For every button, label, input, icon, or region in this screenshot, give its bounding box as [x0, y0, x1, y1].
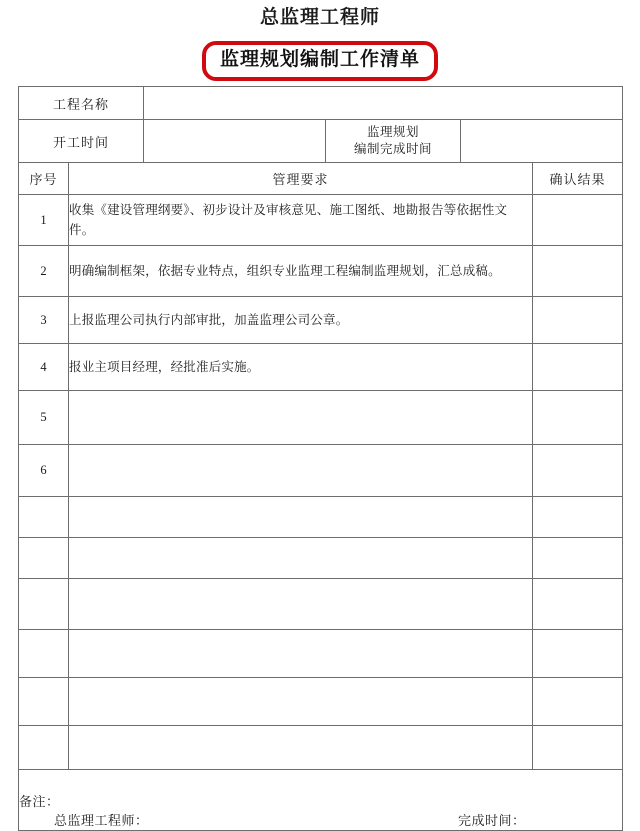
cell-requirement[interactable] — [69, 391, 533, 445]
cell-result[interactable] — [533, 297, 623, 344]
cell-requirement[interactable] — [69, 497, 533, 538]
project-name-value[interactable] — [144, 87, 623, 120]
cell-result[interactable] — [533, 630, 623, 678]
table-row — [19, 497, 623, 538]
cell-requirement[interactable] — [69, 538, 533, 579]
cell-index — [19, 630, 69, 678]
table-row — [19, 678, 623, 726]
table-row — [19, 445, 623, 497]
cell-requirement[interactable]: 上报监理公司执行内部审批，加盖监理公司公章。 — [69, 297, 533, 344]
page-title: 总监理工程师 — [259, 7, 380, 28]
cell-result[interactable] — [533, 391, 623, 445]
cell-result[interactable] — [533, 246, 623, 297]
subtitle-highlight-box — [202, 41, 438, 81]
cell-index: 4 — [19, 344, 69, 391]
subtitle-container — [0, 41, 640, 81]
column-header-result: 确认结果 — [533, 163, 623, 195]
cell-result[interactable] — [533, 726, 623, 770]
cell-result[interactable] — [533, 579, 623, 630]
table-row — [19, 297, 623, 344]
cell-result[interactable] — [533, 195, 623, 246]
project-name-label: 工程名称 — [19, 87, 144, 120]
cell-result[interactable] — [533, 497, 623, 538]
cell-index — [19, 538, 69, 579]
row-start-time — [19, 120, 623, 163]
checklist-table — [18, 86, 623, 831]
table-row — [19, 538, 623, 579]
cell-requirement[interactable] — [69, 678, 533, 726]
start-time-value[interactable] — [144, 120, 326, 163]
completion-date-field[interactable] — [458, 810, 526, 829]
column-header-index: 序号 — [19, 163, 69, 195]
cell-requirement[interactable] — [69, 630, 533, 678]
row-project-name — [19, 87, 623, 120]
cell-requirement[interactable]: 收集《建设管理纲要》、初步设计及审核意见、施工图纸、地勘报告等依据性文件。 — [69, 195, 533, 246]
completion-date-label: 完成时间： — [458, 813, 526, 828]
plan-time-label — [326, 120, 461, 163]
subtitle-text: 监理规划编制工作清单 — [219, 49, 420, 70]
plan-time-label-line1: 监理规划 — [367, 125, 420, 139]
cell-index: 6 — [19, 445, 69, 497]
plan-time-value[interactable] — [461, 120, 623, 163]
cell-result[interactable] — [533, 538, 623, 579]
cell-requirement[interactable]: 明确编制框架，依据专业特点，组织专业监理工程编制监理规划，汇总成稿。 — [69, 246, 533, 297]
cell-result[interactable] — [533, 344, 623, 391]
table-row — [19, 246, 623, 297]
cell-index: 2 — [19, 246, 69, 297]
cell-index: 3 — [19, 297, 69, 344]
column-header-requirement: 管理要求 — [69, 163, 533, 195]
table-row — [19, 391, 623, 445]
remark-label: 备注： — [19, 793, 60, 809]
cell-index — [19, 726, 69, 770]
cell-requirement[interactable]: 报业主项目经理，经批准后实施。 — [69, 344, 533, 391]
start-time-label: 开工时间 — [19, 120, 144, 163]
cell-index — [19, 579, 69, 630]
cell-result[interactable] — [533, 445, 623, 497]
table-row — [19, 579, 623, 630]
table-row — [19, 726, 623, 770]
cell-index — [19, 678, 69, 726]
table-row — [19, 344, 623, 391]
cell-index — [19, 497, 69, 538]
plan-time-label-line2: 编制完成时间 — [354, 142, 433, 156]
table-header-row — [19, 163, 623, 195]
cell-requirement[interactable] — [69, 445, 533, 497]
chief-engineer-signature[interactable] — [54, 810, 149, 829]
cell-result[interactable] — [533, 678, 623, 726]
table-row — [19, 195, 623, 246]
cell-index: 5 — [19, 391, 69, 445]
signature-row — [18, 808, 622, 830]
table-row — [19, 630, 623, 678]
chief-engineer-label: 总监理工程师： — [54, 813, 149, 828]
cell-index: 1 — [19, 195, 69, 246]
cell-requirement[interactable] — [69, 579, 533, 630]
cell-requirement[interactable] — [69, 726, 533, 770]
